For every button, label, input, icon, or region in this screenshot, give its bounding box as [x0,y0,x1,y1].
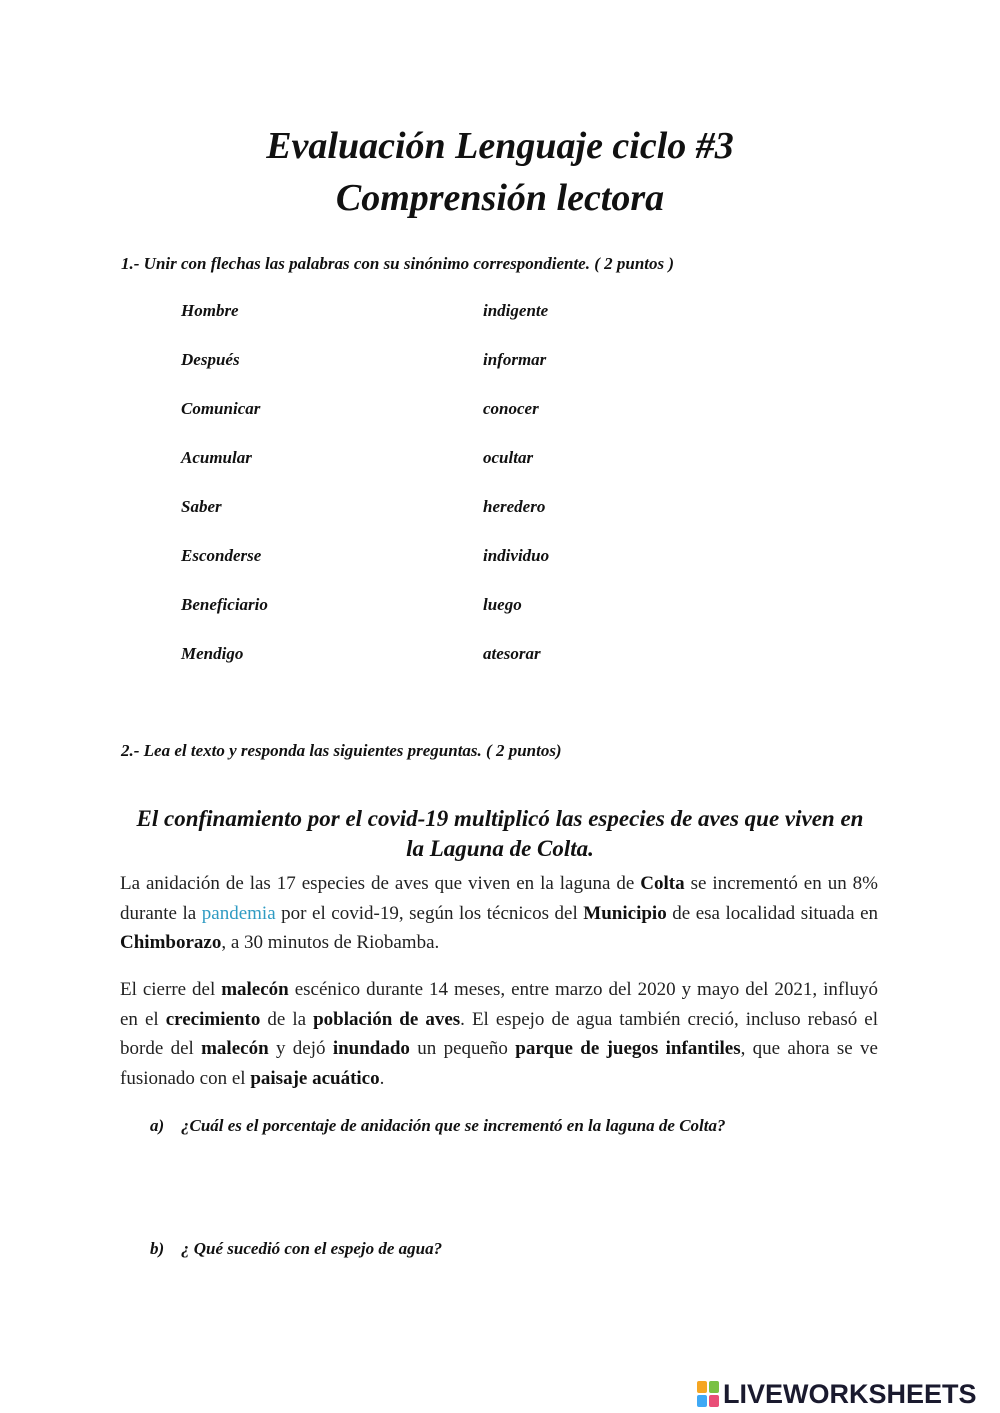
liveworksheets-logo-icon [697,1381,719,1407]
sub-question-b [150,1239,442,1259]
left-word[interactable]: Acumular [181,448,252,467]
sub-question-text: ¿ Qué sucedió con el espejo de agua? [181,1239,443,1258]
sub-question-text: ¿Cuál es el porcentaje de anidación que se incrementó en la laguna de Colta? [181,1116,726,1135]
left-word[interactable]: Después [181,350,240,369]
left-word[interactable]: Comunicar [181,399,261,418]
page-title-line2: Comprensión lectora [335,177,665,219]
bold-term: malecón [201,1038,269,1059]
article-paragraph-1: La anidación de las 17 especies de aves que viven en la laguna de Colta se incrementó en un 8% durante la pandemia por el covid-19, según los técnicos del Municipio de esa localidad situada en Chimborazo, a 30 minutos de Riobamba. [120,873,879,953]
pandemia-link[interactable]: pandemia [201,902,276,924]
left-word[interactable]: Esconderse [181,546,262,565]
logo-square [697,1381,707,1393]
right-word[interactable]: individuo [483,546,550,565]
bold-term: parque de juegos infantiles [515,1038,741,1059]
bold-term: malecón [221,979,289,1000]
right-word[interactable]: ocultar [483,448,534,467]
liveworksheets-logo[interactable] [697,1379,977,1409]
left-word[interactable]: Hombre [181,301,239,320]
sub-question-a [150,1116,725,1136]
bold-term: Colta [640,873,685,894]
article-paragraph-2: El cierre del malecón escénico durante 14 meses, entre marzo del 2020 y mayo del 2021, influyó en el crecimiento de la población de aves. El espejo de agua también creció, incluso rebasó el borde del malecón y dejó inundado un pequeño parque de juegos infantiles, que ahora se ve fusionado con el paisaje acuático. [120,979,878,1089]
left-word[interactable]: Mendigo [181,644,244,663]
right-word[interactable]: atesorar [483,644,541,663]
logo-square [709,1381,719,1393]
right-word[interactable]: indigente [483,301,549,320]
bold-term: inundado [332,1038,410,1059]
question2-heading: 2.- Lea el texto y responda las siguientes preguntas. ( 2 puntos) [121,741,562,760]
left-word[interactable]: Saber [181,497,222,516]
right-word[interactable]: conocer [483,399,539,418]
sub-question-label: b) [150,1239,165,1258]
question1-heading: 1.- Unir con flechas las palabras con su sinónimo correspondiente. ( 2 puntos ) [121,254,675,273]
right-word[interactable]: heredero [483,497,546,516]
bold-term: Municipio [583,902,667,924]
right-word[interactable]: informar [483,350,547,369]
logo-square [697,1395,707,1407]
logo-square [709,1395,719,1407]
sub-question-label: a) [150,1116,165,1135]
bold-term: Chimborazo [120,932,222,953]
right-word[interactable]: luego [483,595,522,614]
page-title-line1: Evaluación Lenguaje ciclo #3 [266,125,734,167]
logo-text: LIVEWORKSHEETS [723,1378,977,1409]
bold-term: población de aves [313,1008,461,1030]
article-title-line2: la Laguna de Colta. [406,836,594,861]
bold-term: paisaje acuático [250,1067,380,1089]
left-word[interactable]: Beneficiario [181,595,268,614]
bold-term: crecimiento [165,1008,261,1030]
article-title-line1: El confinamiento por el covid-19 multiplicó las especies de aves que viven en [136,806,864,831]
